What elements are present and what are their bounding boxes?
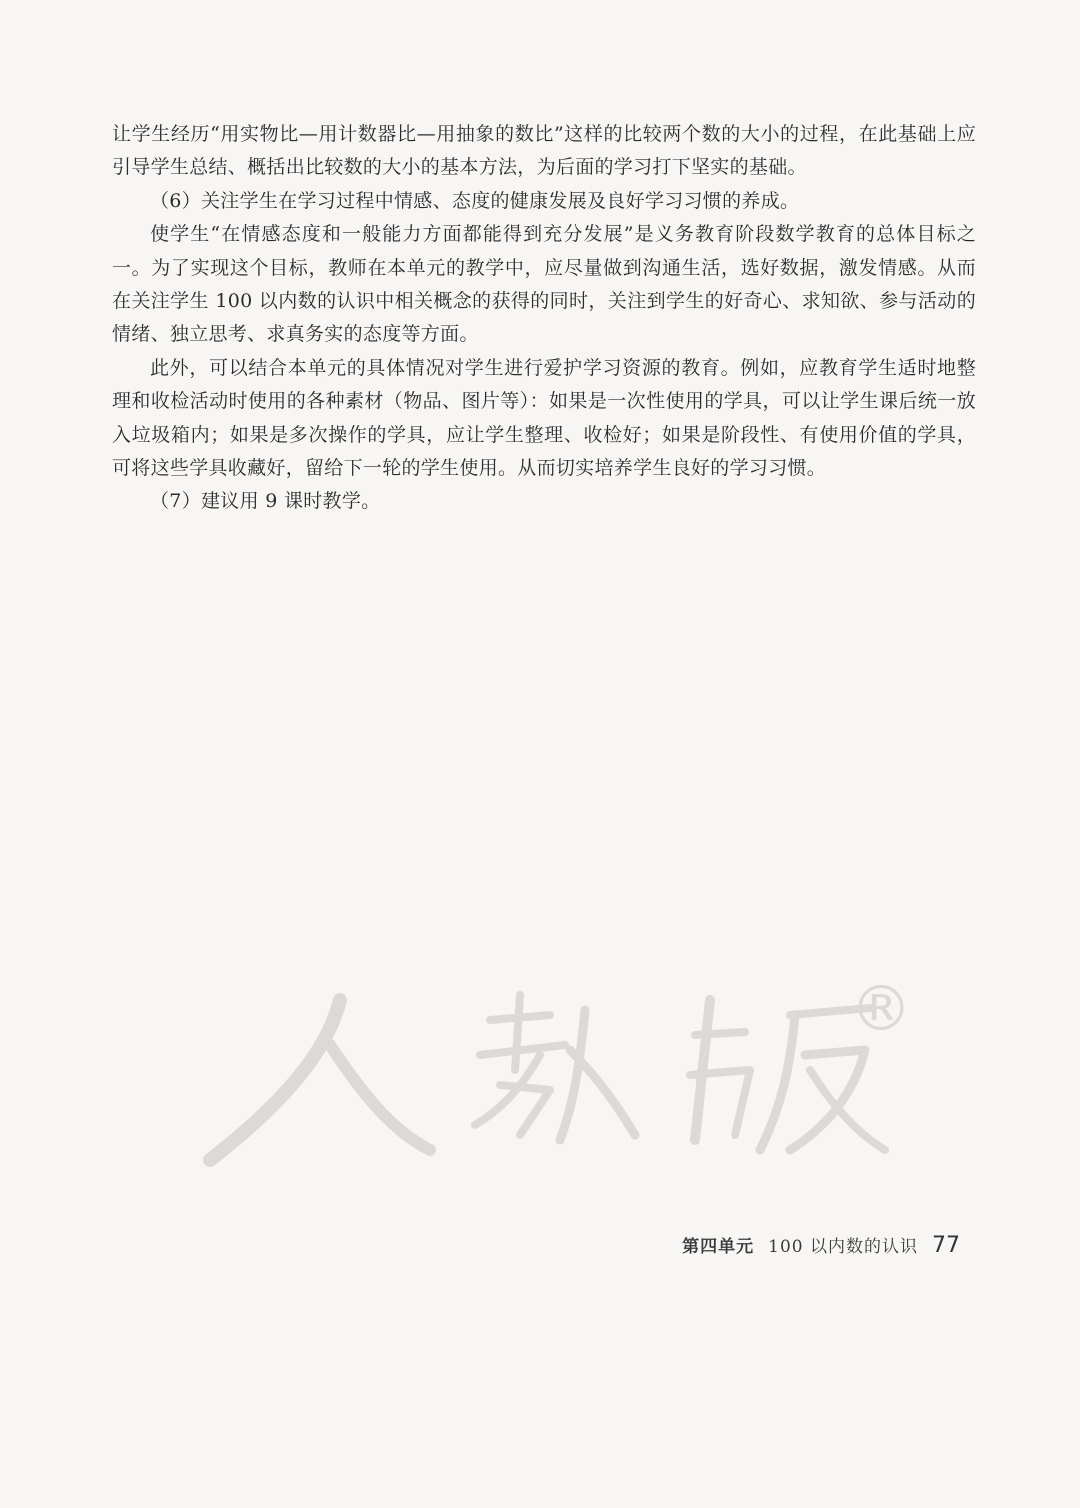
page-footer [682,1232,960,1258]
paragraph: 此外，可以结合本单元的具体情况对学生进行爱护学习资源的教育。例如，应教育学生适时地整理和收检活动时使用的各种素材（物品、图片等）：如果是一次性使用的学具，可以让学生课后统一放入垃圾箱内；如果是多次操作的学具，应让学生整理、收检好；如果是阶段性、有使用价值的学具，可将这些学具收藏好，留给下一轮的学生使用。从而切实培养学生良好的学习习惯。 [112,356,976,480]
page-number: 77 [932,1233,960,1258]
paragraph: （7）建议用 9 课时教学。 [150,490,381,513]
paragraph: 让学生经历“用实物比—用计数器比—用抽象的数比”这样的比较两个数的大小的过程，在此基础上应引导学生总结、概括出比较数的大小的基本方法，为后面的学习打下坚实的基础。 [112,123,976,179]
chapter-title: 100 以内数的认识 [768,1237,918,1257]
registered-mark: ® [850,972,912,1045]
publisher-watermark-logo [190,960,912,1180]
paragraph: （6）关注学生在学习过程中情感、态度的健康发展及良好学习习惯的养成。 [150,189,800,212]
page-body [112,118,976,519]
paragraph: 使学生“在情感态度和一般能力方面都能得到充分发展”是义务教育阶段数学教育的总体目标之一。为了实现这个目标，教师在本单元的教学中，应尽量做到沟通生活，选好数据，激发情感。从而在关注学生 100 以内数的认识中相关概念的获得的同时，关注到学生的好奇心、求知欲、参与活动的情绪、独立思考、求真务实的态度等方面。 [112,223,976,346]
unit-label: 第四单元 [682,1237,755,1257]
